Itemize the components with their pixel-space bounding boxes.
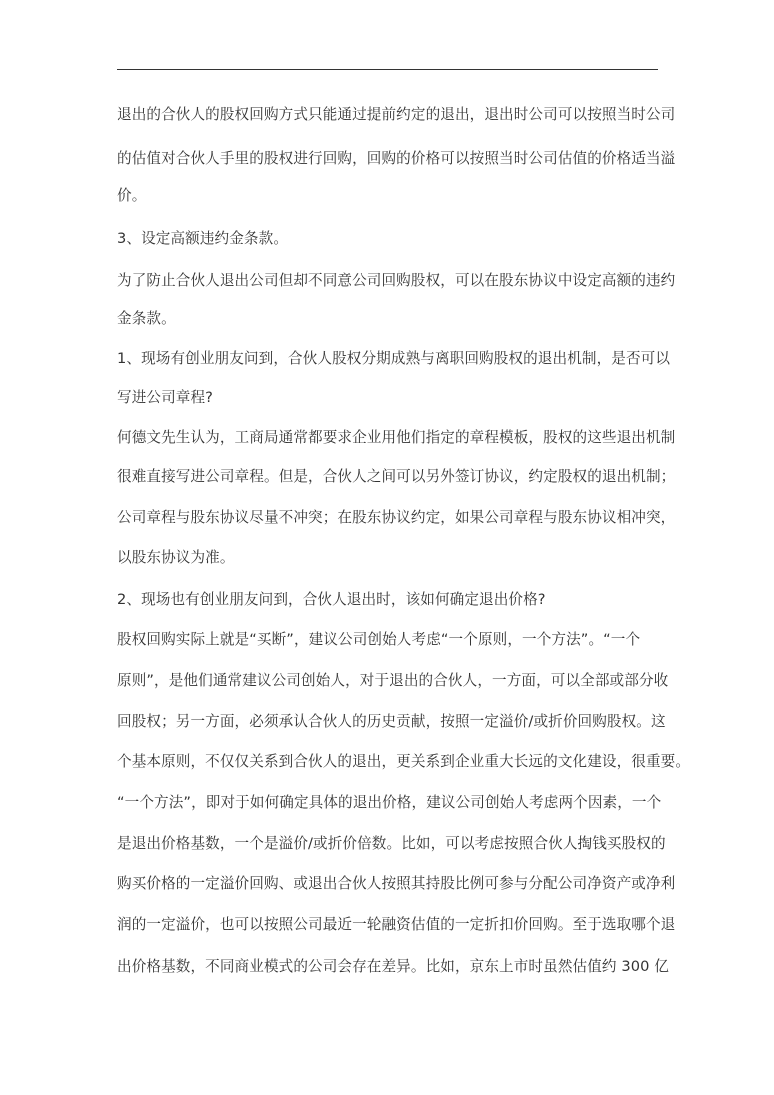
text-line: 原则”，是他们通常建议公司创始人，对于退出的合伙人，一方面，可以全部或部分收: [117, 672, 669, 689]
text-line: 回股权；另一方面，必须承认合伙人的历史贡献，按照一定溢价/或折价回购股权。这: [117, 713, 666, 730]
text-line: 退出的合伙人的股权回购方式只能通过提前约定的退出，退出时公司可以按照当时公司: [117, 106, 676, 123]
question-line: 1、现场有创业朋友问到，合伙人股权分期成熟与离职回购股权的退出机制，是否可以: [117, 350, 671, 367]
text-line: 的估值对合伙人手里的股权进行回购，回购的价格可以按照当时公司估值的价格适当溢: [117, 150, 676, 167]
text-line: 很难直接写进公司章程。但是，合伙人之间可以另外签订协议，约定股权的退出机制；: [117, 468, 676, 485]
text-line: 出价格基数，不同商业模式的公司会存在差异。比如，京东上市时虽然估值约 300 亿: [117, 958, 669, 975]
section-heading: 3、设定高额违约金条款。: [117, 230, 289, 247]
question-line: 2、现场也有创业朋友问到，合伙人退出时，该如何确定退出价格?: [117, 591, 546, 608]
text-line: 个基本原则，不仅仅关系到合伙人的退出，更关系到企业重大长远的文化建设，很重要。: [117, 753, 691, 770]
text-line: 股权回购实际上就是“买断”，建议公司创始人考虑“一个原则，一个方法”。“一个: [117, 631, 641, 648]
text-line: 是退出价格基数，一个是溢价/或折价倍数。比如，可以考虑按照合伙人掏钱买股权的: [117, 835, 666, 852]
text-line: 为了防止合伙人退出公司但却不同意公司回购股权，可以在股东协议中设定高额的违约: [117, 272, 676, 289]
question-line: 写进公司章程?: [117, 389, 214, 406]
text-line: 公司章程与股东协议尽量不冲突；在股东协议约定，如果公司章程与股东协议相冲突，: [117, 509, 676, 526]
text-line: 购买价格的一定溢价回购、或退出合伙人按照其持股比例可参与分配公司净资产或净利: [117, 875, 676, 892]
text-line: 润的一定溢价，也可以按照公司最近一轮融资估值的一定折扣价回购。至于选取哪个退: [117, 916, 676, 933]
header-rule: [117, 69, 658, 70]
text-line: “一个方法”，即对于如何确定具体的退出价格，建议公司创始人考虑两个因素，一个: [117, 794, 662, 811]
text-line: 何德文先生认为，工商局通常都要求企业用他们指定的章程模板，股权的这些退出机制: [117, 429, 676, 446]
text-line: 金条款。: [117, 310, 176, 327]
text-line: 价。: [117, 187, 147, 204]
text-line: 以股东协议为准。: [117, 549, 235, 566]
